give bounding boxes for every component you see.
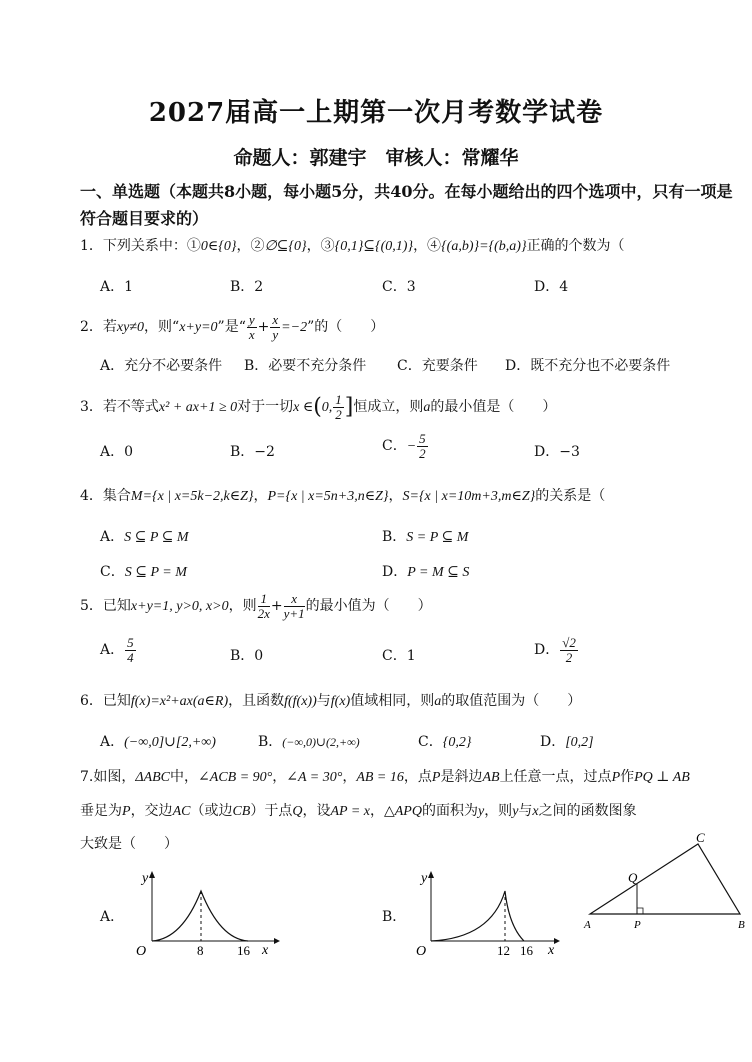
svg-text:12: 12	[497, 943, 510, 958]
q1-option-b[interactable]: B．2	[230, 279, 264, 295]
svg-text:Q: Q	[628, 870, 638, 885]
q3-option-a[interactable]: A．0	[100, 444, 134, 460]
curve	[431, 891, 524, 941]
triangle-abc	[590, 844, 740, 914]
q2-option-d[interactable]: D．既不充分也不必要条件	[505, 358, 671, 374]
q2-option-a[interactable]: A．充分不必要条件	[100, 358, 223, 374]
svg-text:P: P	[634, 919, 641, 931]
svg-text:B: B	[738, 919, 745, 931]
q4-option-a[interactable]: A．S ⊆ P ⊆ M	[100, 529, 189, 545]
authors-line: 命题人：郭建宇 审核人：常耀华	[233, 147, 519, 169]
q1-option-a[interactable]: A．1	[100, 279, 134, 295]
q7-graph-a[interactable]	[122, 866, 282, 961]
q6-option-c[interactable]: C．{0,2}	[418, 734, 472, 750]
question-7-line-2: 垂足为P，交边AC（或边CB）于点Q，设AP = x，△APQ的面积为y，则y与x之间的函数图象	[80, 803, 637, 819]
question-4: 4．集合M={x | x=5k−2,k∈Z}，P={x | x=5n+3,n∈Z}，S={x | x=10m+3,m∈Z}的关系是（	[80, 488, 606, 504]
q5-option-a[interactable]: A． $\frac{5}{4}$	[100, 635, 134, 665]
q4-option-d[interactable]: D．P = M ⊆ S	[382, 564, 470, 580]
q4-option-c[interactable]: C．S ⊆ P = M	[100, 564, 187, 580]
question-7-line-3: 大致是（ ）	[80, 836, 178, 852]
question-2: 2．若xy≠0，则“x+y=0”是“ $\frac{y}{x}$ + $\frac{x}{y}$ =−2”的（ ）	[80, 312, 385, 342]
question-1: 1．下列关系中：①0∈{0}，②∅⊆{0}，③{0,1}⊆{(0,1)}，④{(a,b)}={(b,a)}正确的个数为（	[80, 238, 625, 254]
question-3: 3．若不等式x² + ax+1 ≥ 0对于一切x ∈(0, $\frac{1}{2}$ ]恒成立，则a的最小值是（ ）	[80, 392, 557, 422]
q1-option-c[interactable]: C．3	[382, 279, 416, 295]
svg-text:x: x	[262, 943, 269, 958]
q2-option-b[interactable]: B．必要不充分条件	[244, 358, 367, 374]
curve	[152, 891, 248, 941]
svg-text:O: O	[416, 944, 427, 959]
q6-option-d[interactable]: D．[0,2]	[540, 734, 594, 750]
section-heading: 一、单选题（本题共8小题，每小题5分，共40分。在每小题给出的四个选项中，只有一项是符合题目要求的）	[80, 182, 733, 228]
svg-text:y: y	[421, 871, 428, 886]
q3-option-b[interactable]: B．−2	[230, 444, 275, 460]
q5-option-b[interactable]: B．0	[230, 648, 264, 664]
q1-option-d[interactable]: D．4	[534, 279, 569, 295]
page-title: 2027届高一上期第一次月考数学试卷	[148, 98, 604, 128]
question-5: 5．已知x+y=1, y>0, x>0，则 $\frac{1}{2x}$ + $\frac{x}{y+1}$ 的最小值为（ ）	[80, 591, 432, 621]
svg-text:y: y	[142, 871, 149, 886]
question-7-line-1: 7.如图，ΔABC中，∠ACB = 90°，∠A = 30°，AB = 16，点P是斜边AB上任意一点，过点P作PQ ⊥ AB	[80, 769, 690, 785]
svg-text:C: C	[696, 830, 705, 845]
q3-option-d[interactable]: D．−3	[534, 444, 580, 460]
q7-graph-b[interactable]	[396, 866, 564, 961]
q3-option-c[interactable]: C．− $\frac{5}{2}$	[382, 431, 426, 461]
question-6: 6．已知f(x)=x²+ax(a∈R)，且函数f(f(x))与f(x)值域相同，则a的取值范围为（ ）	[80, 693, 582, 709]
q7-option-a-label[interactable]: A．	[100, 909, 125, 925]
q4-option-b[interactable]: B．S = P ⊆ M	[382, 529, 469, 545]
svg-text:x: x	[548, 943, 555, 958]
q5-option-d[interactable]: D． $\frac{√2}{2}$	[534, 635, 576, 665]
svg-text:O: O	[136, 944, 147, 959]
svg-text:A: A	[584, 919, 591, 931]
q6-option-a[interactable]: A．(−∞,0]∪[2,+∞)	[100, 734, 216, 750]
svg-text:16: 16	[237, 943, 250, 958]
q7-triangle-figure	[580, 830, 752, 935]
svg-text:8: 8	[197, 943, 204, 958]
q7-option-b-label[interactable]: B．	[382, 909, 407, 925]
q5-option-c[interactable]: C．1	[382, 648, 416, 664]
q6-option-b[interactable]: B．(−∞,0)∪(2,+∞)	[258, 734, 360, 750]
q2-option-c[interactable]: C．充要条件	[397, 358, 478, 374]
svg-text:16: 16	[520, 943, 533, 958]
